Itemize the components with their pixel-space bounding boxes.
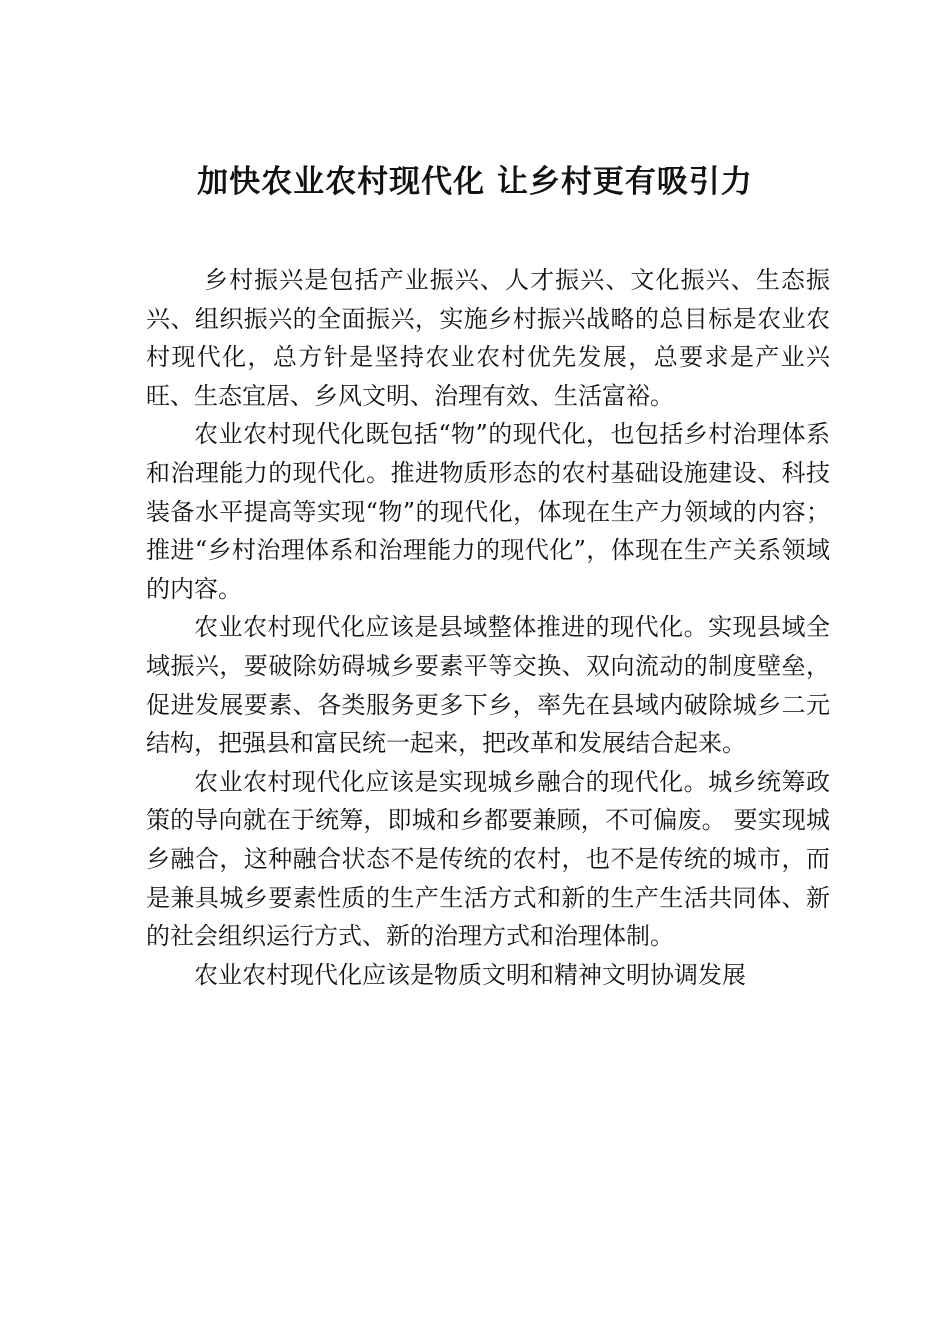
paragraph-2: 农业农村现代化既包括“物”的现代化，也包括乡村治理体系和治理能力的现代化。推进物质形态的农村基础设施建设、科技装备水平提高等实现“物”的现代化，体现在生产力领域的内容；推进“乡村治理体系和治理能力的现代化”，体现在生产关系领域的内容。 [146,420,830,603]
paragraph-4: 农业农村现代化应该是实现城乡融合的现代化。城乡统筹政策的导向就在于统筹，即城和乡都要兼顾，不可偏废。 要实现城乡融合，这种融合状态不是传统的农村，也不是传统的城市，而是兼具城乡要素性质的生产生活方式和新的生产生活共同体、新的社会组织运行方式、新的治理方式和治理体制。 [146,767,830,951]
paragraph-5: 农业农村现代化应该是物质文明和精神文明协调发展 [194,960,746,989]
paragraph-3: 农业农村现代化应该是县域整体推进的现代化。实现县域全域振兴，要破除妨碍城乡要素平等交换、双向流动的制度壁垒，促进发展要素、各类服务更多下乡，率先在县域内破除城乡二元结构，把强县和富民统一起来，把改革和发展结合起来。 [146,613,830,758]
document-body [146,261,830,994]
paragraph-1: 乡村振兴是包括产业振兴、人才振兴、文化振兴、生态振兴、组织振兴的全面振兴，实施乡村振兴战略的总目标是农业农村现代化，总方针是坚持农业农村优先发展，总要求是产业兴旺、生态宜居、乡风文明、治理有效、生活富裕。 [146,266,830,410]
document-title: 加快农业农村现代化 让乡村更有吸引力 [197,164,753,200]
